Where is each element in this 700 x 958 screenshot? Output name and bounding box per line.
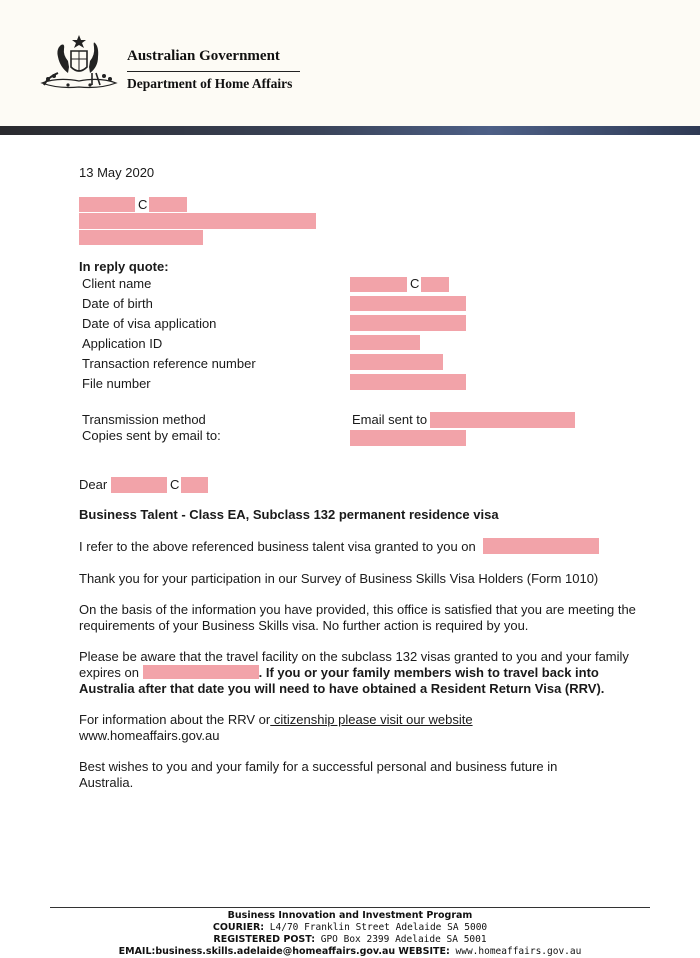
registered-post-label: REGISTERED POST:: [213, 934, 315, 945]
redacted-grant-date: [483, 538, 599, 554]
department-name: Department of Home Affairs: [127, 76, 293, 91]
registered-post-address: GPO Box 2399 Adelaide SA 5001: [315, 934, 487, 945]
redacted-salutation-last: [181, 477, 208, 493]
redacted-addressee-first: [79, 197, 135, 212]
header-band: [0, 126, 700, 135]
application-id-label: Application ID: [82, 336, 163, 351]
footer-email[interactable]: business.skills.adelaide@homeaffairs.gov.au: [155, 946, 396, 957]
redacted-addressee-last: [149, 197, 187, 212]
redacted-salutation-first: [111, 477, 167, 493]
footer-program: Business Innovation and Investment Program: [227, 910, 473, 921]
header-divider: [127, 71, 300, 72]
visa-application-date-label: Date of visa application: [82, 316, 217, 331]
client-name-initial: C: [410, 276, 420, 291]
salutation-initial: C: [170, 477, 180, 492]
redacted-email-recipient: [430, 412, 575, 428]
copies-label: Copies sent by email to:: [82, 428, 221, 443]
redacted-client-first: [350, 277, 407, 292]
dob-label: Date of birth: [82, 296, 153, 311]
redacted-address-line-1: [79, 213, 316, 229]
paragraph-travel-facility: [79, 649, 639, 697]
travel-facility-text-end: . If you or your family members wish to travel back into Australia after that date you will need to have obtained a Resident Return Visa (RRV).: [79, 665, 605, 696]
letterhead: [0, 0, 700, 126]
transmission-method-value: Email sent to: [352, 412, 428, 427]
footer-registered-post: [0, 934, 700, 945]
paragraph-best-wishes: Best wishes to you and your family for a successful personal and business future in Australia.: [79, 759, 558, 790]
footer-divider: [50, 907, 650, 908]
redacted-copies-recipient: [350, 430, 466, 446]
redacted-file-number: [350, 374, 466, 390]
government-name: Australian Government: [127, 48, 280, 64]
salutation: Dear: [79, 477, 108, 492]
travel-facility-text-start: Please be aware that the travel facility on the subclass 132 visas granted to you and your family expires on: [79, 649, 629, 680]
transaction-reference-label: Transaction reference number: [82, 356, 256, 371]
redacted-client-last: [421, 277, 449, 292]
courier-label: COURIER:: [212, 922, 265, 933]
redacted-address-line-2: [79, 230, 203, 245]
website-link[interactable]: www.homeaffairs.gov.au: [79, 728, 220, 743]
footer-website[interactable]: www.homeaffairs.gov.au: [449, 946, 582, 957]
paragraph-survey-thanks: Thank you for your participation in our Survey of Business Skills Visa Holders (Form 1010): [79, 571, 599, 586]
courier-address: L4/70 Franklin Street Adelaide SA 5000: [264, 922, 488, 933]
footer-contact: [0, 946, 700, 957]
email-label: EMAIL:: [118, 946, 156, 957]
redacted-dob: [350, 296, 466, 311]
paragraph-rrv-info: [79, 712, 639, 744]
redacted-application-id: [350, 335, 420, 350]
paragraph-compliance: On the basis of the information you have provided, this office is satisfied that you are meeting the requirements of your Business Skills visa. No further action is required by you.: [79, 602, 636, 633]
footer-courier: [0, 922, 700, 933]
transmission-method-label: Transmission method: [82, 412, 206, 427]
coat-of-arms-icon: [38, 33, 120, 95]
file-number-label: File number: [82, 376, 151, 391]
rrv-text-start: For information about the RRV or: [79, 712, 271, 727]
website-label: WEBSITE:: [395, 946, 450, 957]
redacted-expiry-date: [143, 665, 259, 679]
letter-subject: Business Talent - Class EA, Subclass 132 permanent residence visa: [79, 507, 499, 522]
addressee-initial: C: [138, 197, 148, 212]
letter-date: 13 May 2020: [79, 165, 155, 180]
client-name-label: Client name: [82, 276, 152, 291]
redacted-visa-application-date: [350, 315, 466, 331]
reply-quote-heading: In reply quote:: [79, 259, 169, 274]
citizenship-link[interactable]: citizenship please visit our website: [270, 712, 473, 727]
paragraph-grant-reference: I refer to the above referenced business talent visa granted to you on: [79, 539, 476, 554]
redacted-transaction-reference: [350, 354, 443, 370]
